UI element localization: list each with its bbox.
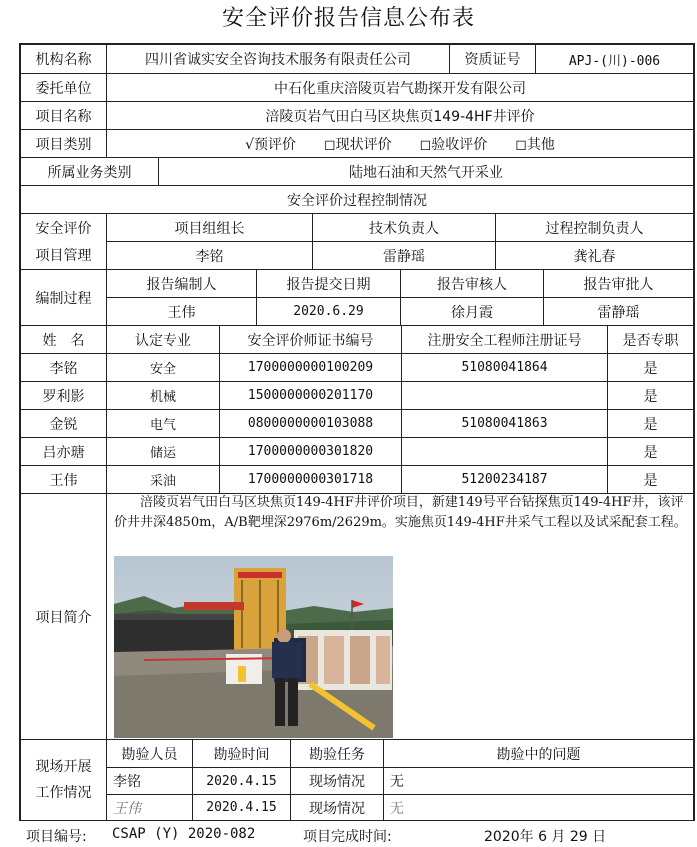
business-label: 所属业务类别 [47, 164, 132, 181]
site-label-line2: 工作情况 [35, 785, 92, 801]
site-issue: 无 [390, 774, 404, 790]
compile-header-reviewer: 报告审核人 [437, 276, 507, 293]
site-person: 王伟 [113, 800, 141, 817]
staff-name: 罗利影 [42, 388, 85, 405]
org-value: 四川省诚实安全咨询技术服务有限责任公司 [145, 52, 411, 68]
site-photo [114, 556, 393, 738]
compile-value-date: 2020.6.29 [293, 304, 364, 319]
compile-value-author: 王伟 [167, 304, 196, 321]
site-header-person: 勘验人员 [121, 746, 178, 763]
staff-reg [402, 382, 607, 409]
staff-reg: 51080041864 [461, 360, 548, 375]
project-code-label: 项目编号: [26, 829, 87, 845]
site-header-issue: 勘验中的问题 [496, 746, 581, 763]
page-title: 安全评价报告信息公布表 [221, 6, 475, 31]
org-label: 机构名称 [35, 52, 92, 68]
staff-header-reg: 注册安全工程师注册证号 [427, 332, 582, 349]
staff-name: 王伟 [49, 472, 78, 489]
staff-major: 安全 [149, 362, 176, 377]
site-label [21, 740, 106, 820]
summary-text: 涪陵页岩气田白马区块焦页149-4HF井评价项目，新建149号平台钻探焦页149-4HF井，该评价井井深4850m，A/B靶埋深2976m/2629m。实施焦页149-4HF井采气工程以及试采配套工程。 [114, 495, 687, 530]
site-time: 2020.4.15 [206, 800, 277, 815]
staff-fulltime: 是 [643, 472, 658, 489]
project-type-label: 项目类别 [35, 136, 92, 153]
staff-fulltime: 是 [643, 388, 658, 405]
option-pre-eval: √预评价 [245, 136, 297, 153]
process-header: 安全评价过程控制情况 [287, 192, 427, 209]
mgmt-label-2: 项目管理 [35, 248, 92, 264]
completion-label: 项目完成时间: [303, 829, 392, 845]
site-task: 现场情况 [309, 800, 365, 817]
staff-cert: 1700000000100209 [247, 360, 374, 375]
site-header-time: 勘验时间 [213, 746, 270, 763]
cert-label: 资质证号 [464, 52, 521, 68]
staff-reg: 51080041863 [461, 416, 548, 431]
compile-header-date: 报告提交日期 [286, 276, 371, 293]
mgmt-value-control: 龚礼春 [573, 248, 616, 265]
mgmt-label-1: 安全评价 [35, 220, 92, 237]
project-name-label: 项目名称 [35, 108, 92, 125]
staff-fulltime: 是 [643, 416, 658, 433]
staff-major: 采油 [149, 474, 176, 489]
staff-name: 金锐 [49, 416, 78, 433]
mgmt-value-tech: 雷静瑶 [383, 248, 425, 265]
staff-name: 李铭 [49, 360, 78, 377]
staff-name: 吕亦瑭 [42, 444, 85, 461]
staff-cert: 1500000000201170 [247, 388, 374, 403]
option-status-eval: ◻现状评价 [324, 136, 392, 153]
compile-header-approver: 报告审批人 [583, 276, 654, 293]
staff-reg [402, 438, 607, 465]
mgmt-header-control: 过程控制负责人 [545, 220, 644, 237]
staff-fulltime: 是 [643, 360, 658, 377]
project-name-value: 涪陵页岩气田白马区块焦页149-4HF井评价 [265, 108, 535, 125]
site-label-line1: 现场开展 [35, 759, 92, 775]
compile-header-author: 报告编制人 [146, 276, 217, 293]
staff-reg: 51200234187 [461, 472, 548, 487]
site-task: 现场情况 [309, 774, 365, 790]
mgmt-header-leader: 项目组组长 [174, 220, 245, 237]
staff-cert: 1700000000301820 [247, 444, 374, 459]
compile-label: 编制过程 [35, 290, 92, 307]
staff-cert: 1700000000301718 [247, 472, 374, 487]
client-value: 中石化重庆涪陵页岩气勘探开发有限公司 [274, 80, 526, 97]
staff-header-fulltime: 是否专职 [622, 332, 679, 349]
completion-date: 2020年 6 月 29 日 [484, 829, 607, 845]
staff-fulltime: 是 [643, 444, 658, 461]
client-label: 委托单位 [35, 80, 92, 97]
option-other: ◻其他 [515, 136, 555, 153]
staff-header-major: 认定专业 [135, 332, 191, 349]
staff-major: 电气 [149, 418, 176, 433]
compile-value-reviewer: 徐月霞 [451, 304, 493, 321]
mgmt-header-tech: 技术负责人 [369, 220, 439, 237]
project-type-options [107, 130, 693, 157]
project-code-value: CSAP (Y) 2020-082 [112, 826, 256, 842]
cert-value: APJ-(川)-006 [568, 53, 661, 69]
site-issue: 无 [390, 800, 404, 817]
staff-major: 储运 [149, 446, 176, 461]
staff-header-cert: 安全评价师证书编号 [247, 332, 374, 349]
summary-text-block [114, 493, 694, 533]
compile-value-approver: 雷静瑶 [597, 304, 640, 321]
staff-header-name: 姓 名 [42, 332, 85, 349]
staff-cert: 0800000000103088 [247, 416, 374, 431]
site-person: 李铭 [113, 774, 141, 790]
mgmt-value-leader: 李铭 [195, 248, 224, 265]
business-value: 陆地石油和天然气开采业 [349, 164, 503, 181]
staff-major: 机械 [149, 390, 176, 405]
option-acceptance-eval: ◻验收评价 [419, 136, 488, 153]
summary-label: 项目简介 [35, 609, 92, 626]
site-time: 2020.4.15 [206, 773, 277, 789]
site-header-task: 勘验任务 [309, 746, 365, 763]
